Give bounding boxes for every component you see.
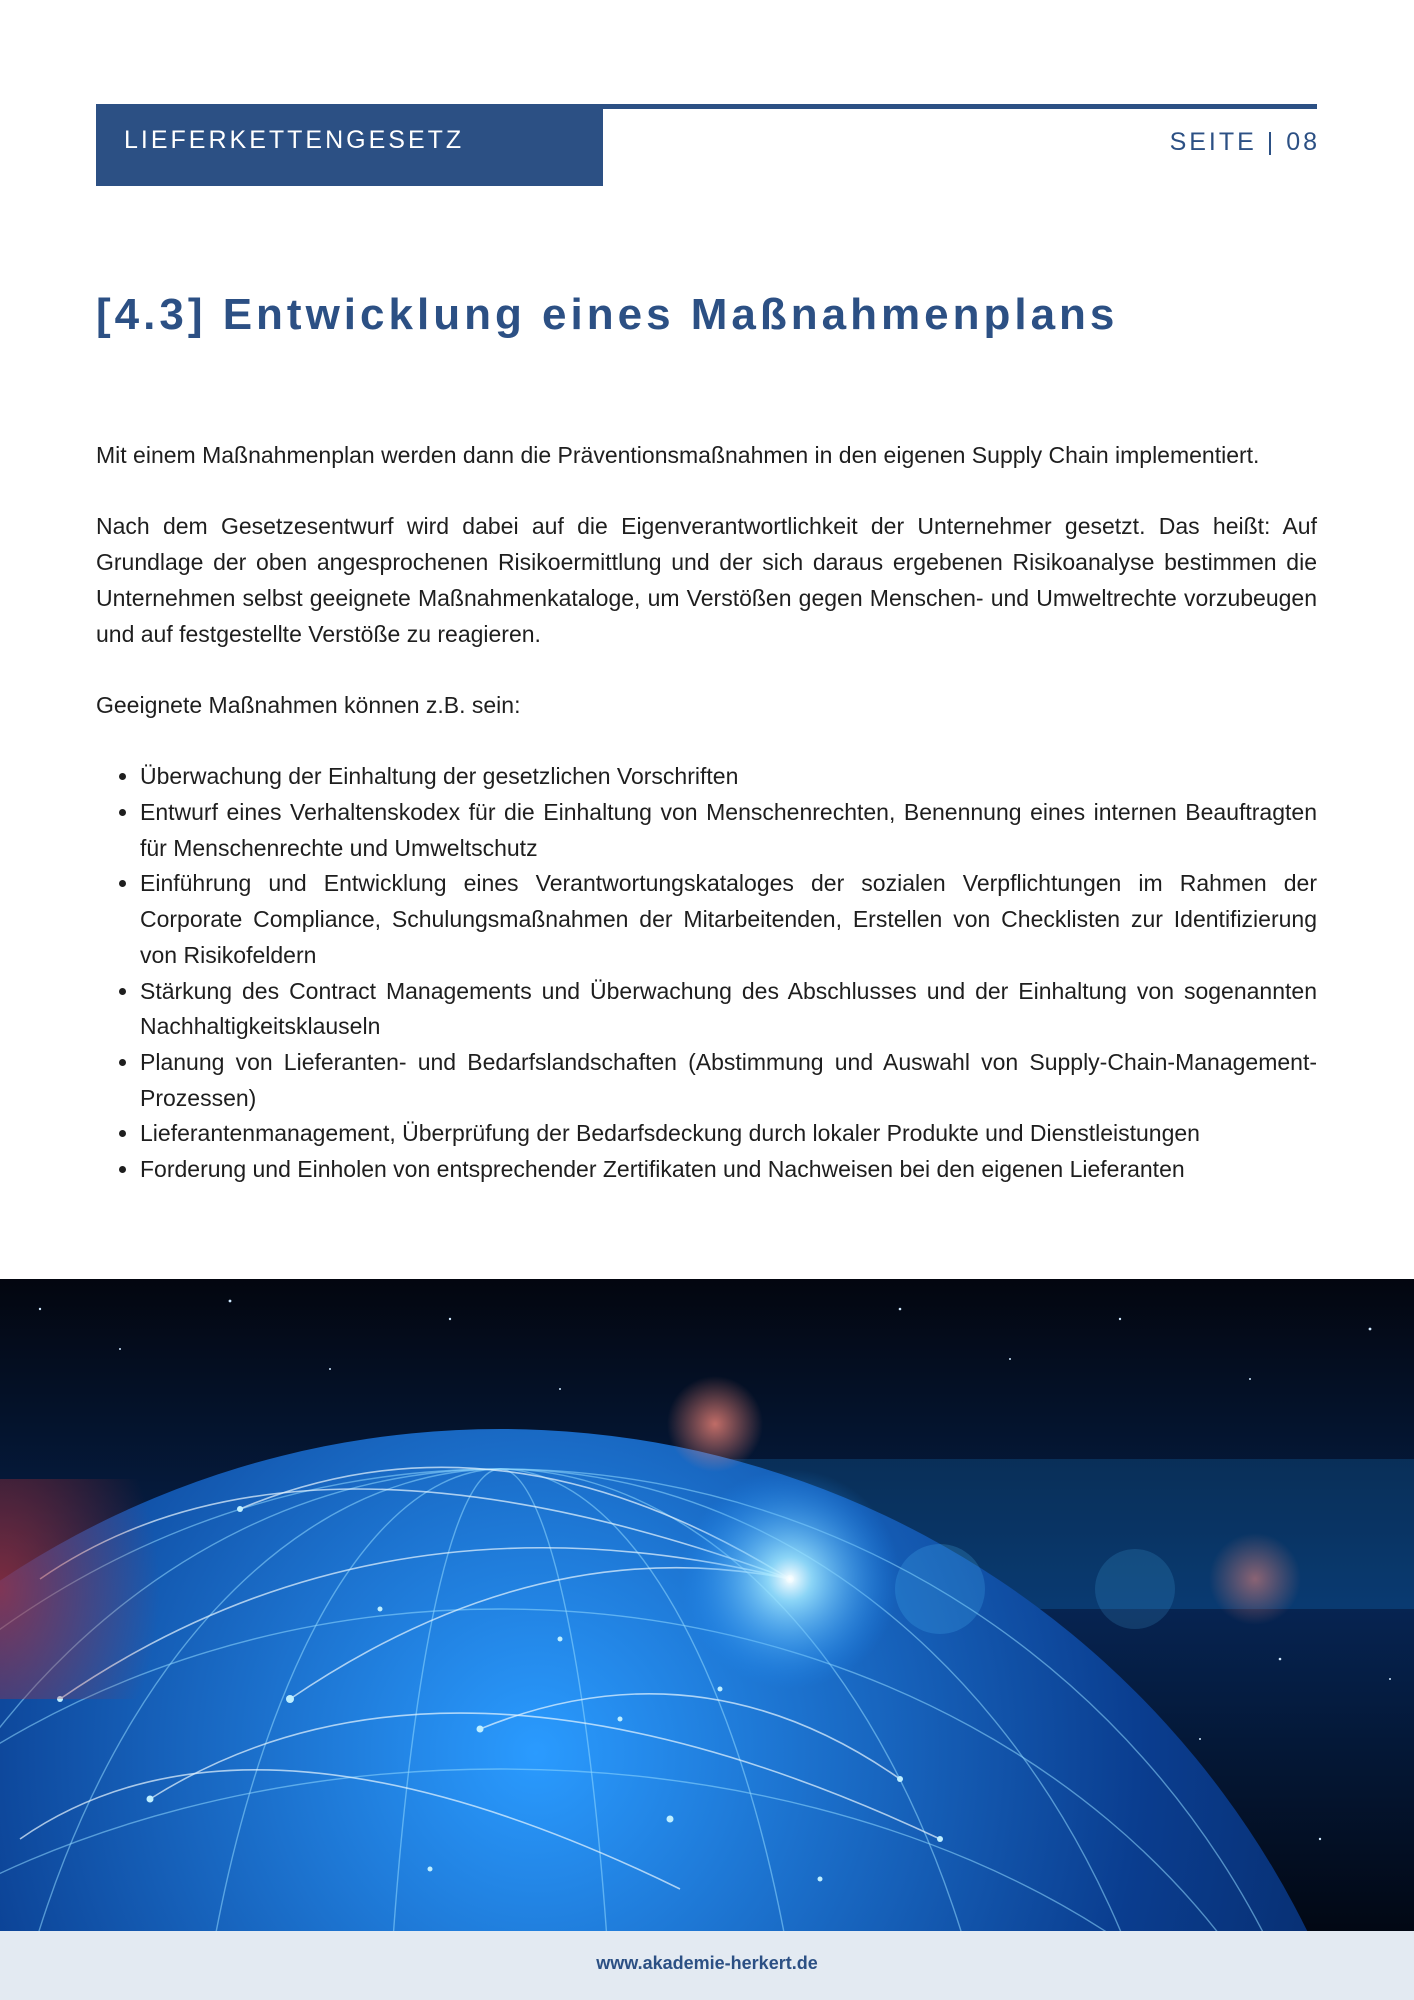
list-item: • Stärkung des Contract Managements und Überwachung des Abschlusses und der Einhaltung von sogenannten Nachhaltigkeitsklauseln: [140, 974, 1317, 1045]
footer-website-link[interactable]: www.akademie-herkert.de: [596, 1953, 818, 1973]
section-title: [4.3] Entwicklung eines Maßnahmenplans: [96, 290, 1119, 339]
body-text: [96, 438, 1317, 1188]
intro-paragraph: Mit einem Maßnahmenplan werden dann die Präventionsmaßnahmen in den eigenen Supply Chain implementiert.: [96, 442, 1260, 468]
globe-network-image: [0, 1279, 1414, 1931]
measures-intro: Geeignete Maßnahmen können z.B. sein:: [96, 691, 521, 718]
list-item: • Überwachung der Einhaltung der gesetzlichen Vorschriften: [140, 759, 1317, 795]
list-item: • Forderung und Einholen von entsprechender Zertifikaten und Nachweisen bei den eigenen Lieferanten: [140, 1152, 1317, 1188]
list-item: • Lieferantenmanagement, Überprüfung der Bedarfsdeckung durch lokaler Produkte und Dienstleistungen: [140, 1116, 1317, 1152]
page-number: SEITE | 08: [1169, 128, 1320, 156]
list-item: • Einführung und Entwicklung eines Verantwortungskataloges der sozialen Verpflichtungen im Rahmen der Corporate Compliance, Schulungsmaßnahmen der Mitarbeitenden, Erstellen von Checklisten zur Identifizierung von Risikofeldern: [140, 866, 1317, 973]
header-label: LIEFERKETTENGESETZ: [96, 104, 603, 186]
measures-list: [96, 759, 1317, 1187]
list-item: • Entwurf eines Verhaltenskodex für die Einhaltung von Menschenrechten, Benennung eines internen Beauftragten für Menschenrechte und Umweltschutz: [140, 795, 1317, 866]
footer: [0, 1931, 1414, 2000]
list-item: • Planung von Lieferanten- und Bedarfslandschaften (Abstimmung und Auswahl von Supply-Chain-Management-Prozessen): [140, 1045, 1317, 1116]
responsibility-paragraph: Nach dem Gesetzesentwurf wird dabei auf die Eigenverantwortlichkeit der Unternehmer gesetzt. Das heißt: Auf Grundlage der oben angesprochenen Risikoermittlung und der sich daraus ergebenen Risikoanalyse bestimmen die Unternehmen selbst geeignete Maßnahmenkataloge, um Verstößen gegen Menschen- und Umweltrechte vorzubeugen und auf festgestellte Verstöße zu reagieren.: [96, 513, 1317, 647]
